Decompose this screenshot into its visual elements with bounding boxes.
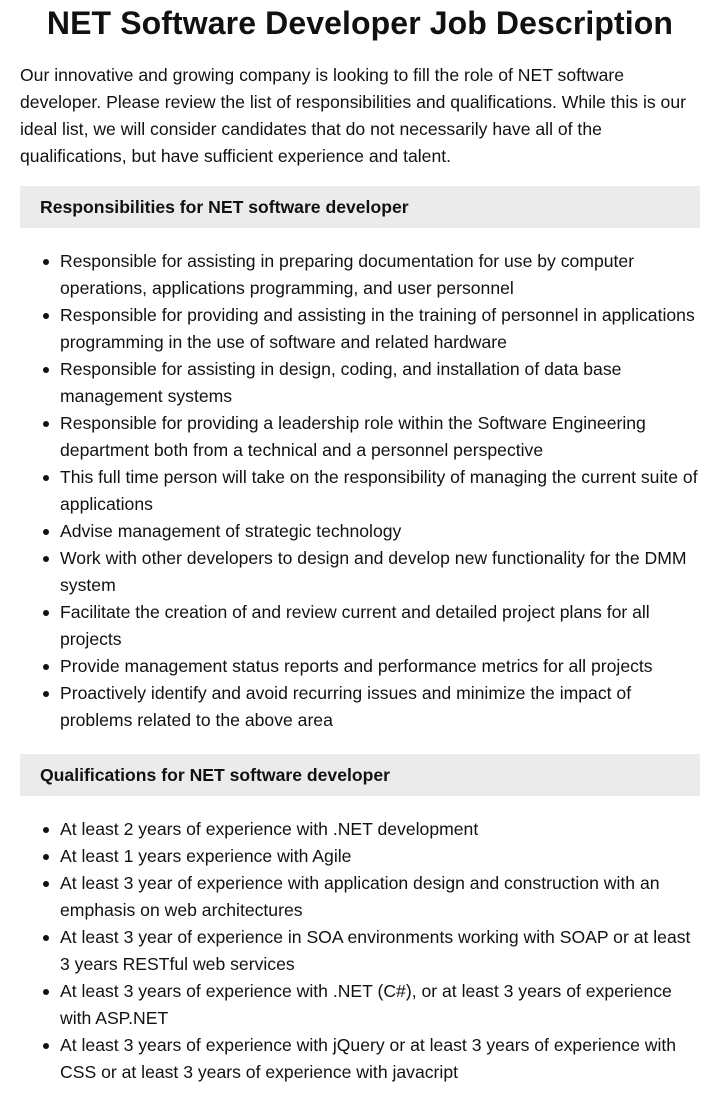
- list-item: Responsible for assisting in design, coding, and installation of data base management systems: [60, 356, 700, 410]
- page-title: NET Software Developer Job Description: [46, 5, 674, 41]
- list-item: At least 1 years experience with Agile: [60, 843, 700, 870]
- list-item: At least 3 years of experience with jQuery or at least 3 years of experience with CSS or at least 3 years of experience with javacript: [60, 1032, 700, 1086]
- intro-paragraph: Our innovative and growing company is looking to fill the role of NET software developer. Please review the list of responsibilities and qualifications. While this is our ideal list, we will consider candidates that do not necessarily have all of the qualifications, but have sufficient experience and talent.: [20, 65, 686, 166]
- list-item: Responsible for providing and assisting in the training of personnel in applications programming in the use of software and related hardware: [60, 302, 700, 356]
- qualifications-list: [20, 816, 700, 1086]
- responsibilities-heading: Responsibilities for NET software developer: [20, 186, 700, 228]
- list-item: Responsible for providing a leadership role within the Software Engineering department both from a technical and a personnel perspective: [60, 410, 700, 464]
- list-item: Proactively identify and avoid recurring issues and minimize the impact of problems related to the above area: [60, 680, 700, 734]
- list-item: At least 2 years of experience with .NET development: [60, 816, 700, 843]
- list-item: Provide management status reports and performance metrics for all projects: [60, 653, 700, 680]
- list-item: Work with other developers to design and develop new functionality for the DMM system: [60, 545, 700, 599]
- qualifications-heading: Qualifications for NET software developer: [20, 754, 700, 796]
- list-item: Advise management of strategic technology: [60, 518, 700, 545]
- list-item: Responsible for assisting in preparing documentation for use by computer operations, applications programming, and user personnel: [60, 248, 700, 302]
- list-item: At least 3 year of experience in SOA environments working with SOAP or at least 3 years RESTful web services: [60, 924, 700, 978]
- list-item: At least 3 years of experience with .NET (C#), or at least 3 years of experience with ASP.NET: [60, 978, 700, 1032]
- list-item: At least 3 year of experience with application design and construction with an emphasis on web architectures: [60, 870, 700, 924]
- responsibilities-list: [20, 248, 700, 734]
- list-item: Facilitate the creation of and review current and detailed project plans for all projects: [60, 599, 700, 653]
- list-item: This full time person will take on the responsibility of managing the current suite of applications: [60, 464, 700, 518]
